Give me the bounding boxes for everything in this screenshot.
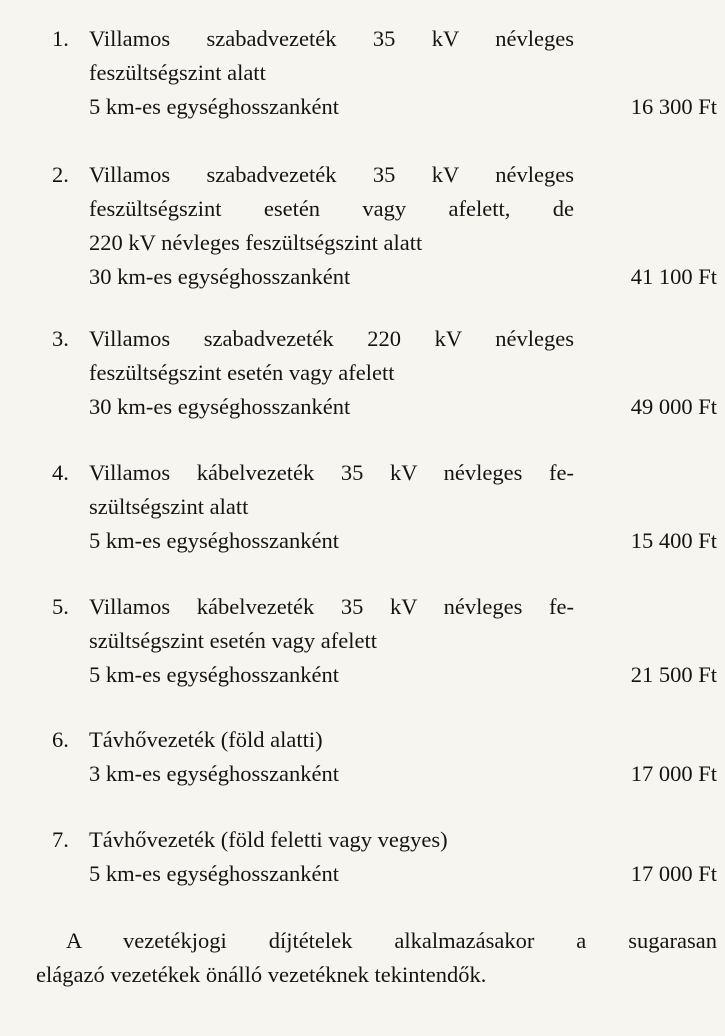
item-price: 17 000 Ft — [630, 761, 717, 786]
item-description-line: Villamos szabadvezeték 35 kV névleges — [89, 162, 574, 187]
item-description-line: feszültségszint esetén vagy afelett, de — [89, 196, 574, 221]
item-unit: 5 km-es egységhosszanként — [89, 94, 339, 119]
list-item-6 — [52, 723, 717, 791]
item-unit: 5 km-es egységhosszanként — [89, 528, 339, 553]
item-price: 49 000 Ft — [630, 394, 717, 419]
item-unit: 5 km-es egységhosszanként — [89, 861, 339, 886]
item-description-line: Villamos kábelvezeték 35 kV névleges fe- — [89, 460, 574, 485]
item-description-line: feszültségszint esetén vagy afelett — [89, 360, 395, 385]
closing-note — [36, 924, 717, 992]
list-item-4 — [52, 456, 717, 558]
item-unit: 30 km-es egységhosszanként — [89, 264, 351, 289]
item-price: 15 400 Ft — [630, 528, 717, 553]
closing-note-line-2: elágazó vezetékek önálló vezetéknek tekintendők. — [36, 962, 487, 987]
item-number: 4. — [52, 460, 69, 485]
item-price: 17 000 Ft — [630, 861, 717, 886]
item-description-line: Villamos kábelvezeték 35 kV névleges fe- — [89, 594, 574, 619]
list-item-1 — [52, 22, 717, 124]
list-item-5 — [52, 590, 717, 692]
item-description-line: Villamos szabadvezeték 220 kV névleges — [89, 326, 574, 351]
item-description-line: Villamos szabadvezeték 35 kV névleges — [89, 26, 574, 51]
list-item-7 — [52, 823, 717, 891]
item-price: 21 500 Ft — [630, 662, 717, 687]
item-description-line: Távhővezeték (föld alatti) — [89, 727, 323, 752]
item-description-line: feszültségszint alatt — [89, 60, 266, 85]
item-number: 1. — [52, 26, 69, 51]
item-number: 2. — [52, 162, 69, 187]
item-number: 6. — [52, 727, 69, 752]
list-item-3 — [52, 322, 717, 424]
item-description-line: szültségszint alatt — [89, 494, 249, 519]
item-price: 41 100 Ft — [630, 264, 717, 289]
item-unit: 30 km-es egységhosszanként — [89, 394, 351, 419]
item-unit: 5 km-es egységhosszanként — [89, 662, 339, 687]
item-description-line: Távhővezeték (föld feletti vagy vegyes) — [89, 827, 448, 852]
list-item-2 — [52, 158, 717, 294]
item-price: 16 300 Ft — [630, 94, 717, 119]
item-number: 5. — [52, 594, 69, 619]
item-description-line: szültségszint esetén vagy afelett — [89, 628, 378, 653]
item-number: 7. — [52, 827, 69, 852]
closing-note-line-1: A vezetékjogi díjtételek alkalmazásakor a sugarasan — [66, 928, 717, 953]
item-unit: 3 km-es egységhosszanként — [89, 761, 339, 786]
item-description-line: 220 kV névleges feszültségszint alatt — [89, 230, 423, 255]
item-number: 3. — [52, 326, 69, 351]
